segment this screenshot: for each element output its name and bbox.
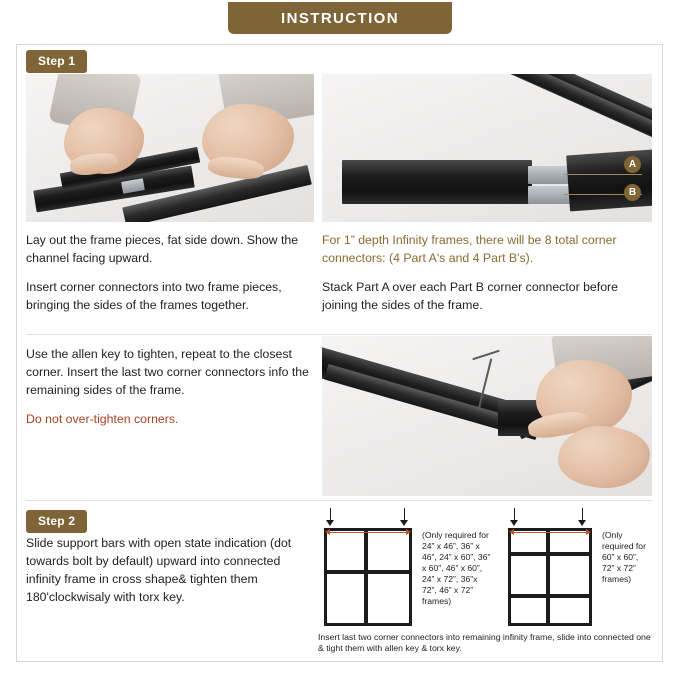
step1-text-left-p1: Lay out the frame pieces, fat side down. Show the channel facing upward. [26,233,299,265]
diagram-frame-left [324,528,412,626]
step1-text-right-p2: Stack Part A over each Part B corner connector before joining the sides of the frame. [322,280,618,312]
photo-corner-connectors-ab [322,74,652,222]
photo-frame-pieces-hands [26,74,314,222]
step2-text-p1: Slide support bars with open state indication (dot towards bolt by default) upward into connected infinity frame in cross shape& tighten them 180'clockwisaly with torx key. [26,536,292,604]
photo-2-contents [322,74,652,222]
frame-corner-piece [566,149,652,212]
diagram-width-arrow-left [330,532,406,533]
step2-text [26,534,314,606]
step1-text-left-p2: Insert corner connectors into two frame pieces, bringing the sides of the frames together. [26,280,282,312]
callout-badge-a: A [624,156,641,173]
diagram-horizontal-bar-right-top [508,552,592,556]
part-b-connector [528,186,574,204]
frame-rail-horizontal [342,160,532,204]
step1-text-tighten [26,345,312,428]
diagram-note-left: (Only required for 24” x 46”, 36” x 46”, 24” x 60”, 36” x 60”, 46” x 60”, 24” x 72”, 36”x 72”, 46” x 72” frames) [422,530,491,606]
photo-3-contents [322,336,652,496]
step1-text-right [322,231,652,314]
step1-text-right-p1: For 1” depth Infinity frames, there will be 8 total corner connectors: (4 Part A's and 4 Part B's). [322,233,617,265]
arrow-down-right-2 [578,520,586,526]
divider-1 [26,334,652,335]
step1-text-left [26,231,312,314]
step-1-label: Step 1 [26,50,87,73]
photo-1-contents [26,74,314,222]
diagram-note-right: (Only required for 60” x 60”, 72” x 72” frames) [602,530,646,584]
diagram-width-arrow-right [514,532,586,533]
step1-text-tighten-p1: Use the allen key to tighten, repeat to the closest corner. Insert the last two corner connectors info the remaining sides of the frame. [26,347,309,397]
allen-key-handle [472,350,499,361]
step2-caption: Insert last two corner connectors into remaining infinity frame, slide into connected one & tight them with allen key & torx key. [318,632,651,653]
arrow-down-right [510,520,518,526]
diagram-frame-right [508,528,592,626]
frame-rail-top-channel [461,74,652,144]
arrow-down-left-2 [400,520,408,526]
page-title-banner [228,2,452,34]
diagram-horizontal-bar-right-bottom [508,594,592,598]
diagram-vertical-bar-left [364,528,368,626]
diagram-horizontal-bar-left [324,570,412,574]
arrow-down-left [326,520,334,526]
callout-badge-b: B [624,184,641,201]
step-2-label: Step 2 [26,510,87,533]
divider-2 [26,500,652,501]
step1-text-warning: Do not over-tighten corners. [26,412,179,426]
diagram-vertical-bar-right [546,528,550,626]
photo-allen-key-tightening [322,336,652,496]
page-title: INSTRUCTION [281,9,399,27]
leader-line-a [564,174,642,175]
hand-lower-3 [558,426,650,488]
